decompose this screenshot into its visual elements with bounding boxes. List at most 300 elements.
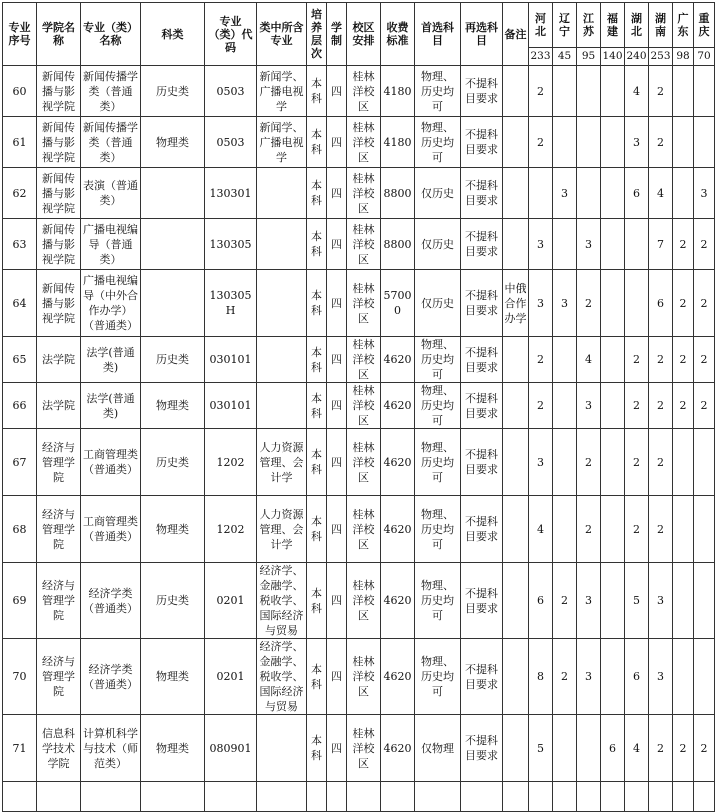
cell-note [503,639,529,715]
cell-contains: 新闻学、广播电视学 [257,66,307,117]
cell-quota-4 [625,782,649,812]
cell-quota-3 [601,270,625,337]
cell-quota-3 [601,782,625,812]
province-total: 233 [529,48,553,66]
cell-second: 不提科目要求 [461,639,503,715]
cell-fee: 4620 [381,337,415,383]
cell-major: 经济学类（普通类） [81,563,141,639]
cell-quota-7 [694,496,715,563]
cell-contains: 新闻学、广播电视学 [257,117,307,168]
cell-code: 0201 [205,563,257,639]
cell-seq: 68 [3,496,37,563]
cell-college: 法学院 [37,383,81,429]
table-header [3,3,715,66]
table-row [3,270,715,337]
cell-quota-2: 3 [577,219,601,270]
cell-quota-2 [577,117,601,168]
cell-quota-4 [625,270,649,337]
cell-note [503,383,529,429]
cell-quota-0: 2 [529,117,553,168]
cell-code: 030101 [205,383,257,429]
cell-campus [347,782,381,812]
cell-seq: 63 [3,219,37,270]
cell-seq: 60 [3,66,37,117]
cell-fee: 4620 [381,715,415,782]
cell-second: 不提科目要求 [461,337,503,383]
cell-college: 经济与管理学院 [37,639,81,715]
cell-subject [141,219,205,270]
cell-note [503,715,529,782]
cell-fee: 4180 [381,117,415,168]
cell-contains [257,383,307,429]
header-years: 学制 [327,3,347,66]
cell-first [415,782,461,812]
cell-level: 本科 [307,563,327,639]
header-fee: 收费标准 [381,3,415,66]
cell-quota-7 [694,429,715,496]
cell-code: 1202 [205,496,257,563]
cell-first: 物理、历史均可 [415,117,461,168]
cell-seq [3,782,37,812]
province-total: 253 [649,48,673,66]
cell-quota-1: 3 [553,168,577,219]
header-level: 培养层次 [307,3,327,66]
cell-quota-5: 7 [649,219,673,270]
cell-second: 不提科目要求 [461,496,503,563]
cell-college: 信息科学技术学院 [37,715,81,782]
cell-second [461,782,503,812]
cell-code: 0503 [205,66,257,117]
cell-code: 130305 [205,219,257,270]
cell-campus: 桂林洋校区 [347,496,381,563]
cell-quota-4: 6 [625,168,649,219]
cell-seq: 65 [3,337,37,383]
cell-quota-0 [529,168,553,219]
cell-quota-7: 2 [694,270,715,337]
cell-seq: 61 [3,117,37,168]
cell-quota-6: 2 [673,715,694,782]
cell-quota-3 [601,66,625,117]
cell-major: 广播电视编导（中外合作办学）（普通类） [81,270,141,337]
header-province: 福建 [601,3,625,48]
cell-level: 本科 [307,383,327,429]
cell-quota-7: 2 [694,383,715,429]
cell-quota-3 [601,117,625,168]
cell-fee: 4620 [381,563,415,639]
cell-first: 物理、历史均可 [415,639,461,715]
table-body [3,66,715,812]
header-subject: 科类 [141,3,205,66]
cell-quota-7: 2 [694,715,715,782]
cell-quota-1 [553,117,577,168]
cell-quota-4: 4 [625,66,649,117]
cell-contains [257,337,307,383]
cell-quota-6 [673,496,694,563]
cell-campus: 桂林洋校区 [347,270,381,337]
cell-second: 不提科目要求 [461,563,503,639]
cell-quota-2: 2 [577,429,601,496]
cell-campus: 桂林洋校区 [347,168,381,219]
cell-quota-5: 2 [649,715,673,782]
cell-second: 不提科目要求 [461,219,503,270]
cell-quota-6: 2 [673,383,694,429]
cell-college: 新闻传播与影视学院 [37,168,81,219]
cell-quota-5: 2 [649,117,673,168]
cell-quota-0: 2 [529,383,553,429]
cell-quota-2 [577,715,601,782]
table-row [3,563,715,639]
header-major: 专业（类）名称 [81,3,141,66]
cell-college: 新闻传播与影视学院 [37,66,81,117]
cell-quota-2: 3 [577,639,601,715]
cell-major: 法学(普通类) [81,337,141,383]
cell-note [503,782,529,812]
cell-quota-4: 4 [625,715,649,782]
cell-level: 本科 [307,168,327,219]
cell-level: 本科 [307,66,327,117]
cell-quota-1 [553,383,577,429]
enrollment-plan-table [2,2,715,812]
province-total: 45 [553,48,577,66]
cell-quota-2: 3 [577,383,601,429]
cell-contains [257,168,307,219]
province-total: 70 [694,48,715,66]
cell-quota-6 [673,66,694,117]
cell-quota-7: 2 [694,219,715,270]
table-row [3,429,715,496]
cell-contains [257,715,307,782]
cell-note [503,429,529,496]
cell-quota-5: 3 [649,639,673,715]
province-total: 140 [601,48,625,66]
province-total: 95 [577,48,601,66]
cell-level: 本科 [307,337,327,383]
cell-quota-3 [601,383,625,429]
cell-campus: 桂林洋校区 [347,563,381,639]
cell-level: 本科 [307,429,327,496]
header-province: 江苏 [577,3,601,48]
cell-level: 本科 [307,117,327,168]
cell-quota-0: 3 [529,219,553,270]
cell-years: 四 [327,429,347,496]
cell-years: 四 [327,496,347,563]
cell-campus: 桂林洋校区 [347,429,381,496]
cell-fee: 57000 [381,270,415,337]
cell-code: 030101 [205,337,257,383]
cell-major: 工商管理类（普通类） [81,429,141,496]
cell-quota-0: 3 [529,429,553,496]
cell-quota-0: 6 [529,563,553,639]
cell-quota-4: 2 [625,337,649,383]
cell-note [503,219,529,270]
cell-major: 经济学类（普通类） [81,639,141,715]
cell-college: 新闻传播与影视学院 [37,270,81,337]
cell-subject: 历史类 [141,337,205,383]
cell-quota-7 [694,563,715,639]
cell-subject: 历史类 [141,429,205,496]
cell-quota-1 [553,219,577,270]
cell-quota-0: 3 [529,270,553,337]
cell-quota-1: 2 [553,563,577,639]
cell-first: 物理、历史均可 [415,429,461,496]
header-campus: 校区安排 [347,3,381,66]
cell-second: 不提科目要求 [461,168,503,219]
cell-quota-7: 3 [694,168,715,219]
cell-fee: 4620 [381,639,415,715]
cell-quota-2: 2 [577,496,601,563]
cell-quota-0: 4 [529,496,553,563]
cell-quota-5: 3 [649,563,673,639]
cell-quota-6 [673,117,694,168]
cell-quota-4: 2 [625,383,649,429]
cell-years: 四 [327,168,347,219]
cell-major [81,782,141,812]
cell-quota-4: 3 [625,117,649,168]
cell-major: 法学(普通类) [81,383,141,429]
cell-subject [141,270,205,337]
cell-quota-1: 2 [553,639,577,715]
cell-subject: 物理类 [141,117,205,168]
cell-first: 仅历史 [415,168,461,219]
header-contains: 类中所含专业 [257,3,307,66]
cell-quota-7 [694,782,715,812]
cell-major: 广播电视编导（普通类） [81,219,141,270]
cell-college: 法学院 [37,337,81,383]
cell-second: 不提科目要求 [461,429,503,496]
cell-quota-1 [553,337,577,383]
cell-quota-5 [649,782,673,812]
cell-quota-6: 2 [673,337,694,383]
cell-campus: 桂林洋校区 [347,639,381,715]
cell-quota-5: 2 [649,496,673,563]
header-code: 专业（类）代码 [205,3,257,66]
cell-seq: 66 [3,383,37,429]
cell-note [503,496,529,563]
cell-campus: 桂林洋校区 [347,383,381,429]
table-row [3,715,715,782]
cell-college: 经济与管理学院 [37,429,81,496]
table-row [3,496,715,563]
cell-quota-3: 6 [601,715,625,782]
cell-quota-2: 4 [577,337,601,383]
cell-first: 物理、历史均可 [415,66,461,117]
cell-seq: 67 [3,429,37,496]
cell-quota-5: 4 [649,168,673,219]
cell-code: 130305H [205,270,257,337]
cell-quota-5: 6 [649,270,673,337]
cell-major: 新闻传播学类（普通类） [81,117,141,168]
cell-fee: 8800 [381,168,415,219]
cell-code: 080901 [205,715,257,782]
header-province: 辽宁 [553,3,577,48]
cell-major: 工商管理类（普通类） [81,496,141,563]
cell-quota-3 [601,337,625,383]
cell-years: 四 [327,337,347,383]
header-province: 广东 [673,3,694,48]
table-row [3,639,715,715]
cell-quota-6: 2 [673,219,694,270]
cell-level: 本科 [307,219,327,270]
cell-note: 中俄合作办学 [503,270,529,337]
cell-quota-3 [601,496,625,563]
cell-quota-0: 8 [529,639,553,715]
header-first-subject: 首选科目 [415,3,461,66]
cell-note [503,66,529,117]
cell-note [503,117,529,168]
cell-level: 本科 [307,639,327,715]
cell-seq: 71 [3,715,37,782]
header-province: 湖南 [649,3,673,48]
cell-first: 仅物理 [415,715,461,782]
cell-subject: 物理类 [141,715,205,782]
cell-code: 130301 [205,168,257,219]
cell-second: 不提科目要求 [461,270,503,337]
cell-years: 四 [327,219,347,270]
cell-quota-1 [553,715,577,782]
cell-quota-4: 2 [625,429,649,496]
cell-first: 物理、历史均可 [415,337,461,383]
cell-years: 四 [327,563,347,639]
cell-first: 物理、历史均可 [415,383,461,429]
cell-contains [257,782,307,812]
cell-quota-7: 2 [694,337,715,383]
cell-quota-5: 2 [649,66,673,117]
cell-quota-3 [601,563,625,639]
table-row [3,782,715,812]
cell-subject [141,168,205,219]
cell-quota-6 [673,782,694,812]
cell-contains: 人力资源管理、会计学 [257,496,307,563]
cell-college: 经济与管理学院 [37,563,81,639]
cell-quota-0: 2 [529,337,553,383]
cell-code: 1202 [205,429,257,496]
cell-quota-2: 2 [577,270,601,337]
cell-quota-4: 2 [625,496,649,563]
cell-years: 四 [327,383,347,429]
cell-years: 四 [327,117,347,168]
header-second-subject: 再选科目 [461,3,503,66]
cell-college: 经济与管理学院 [37,496,81,563]
cell-note [503,168,529,219]
table-row [3,66,715,117]
cell-quota-1: 3 [553,270,577,337]
cell-contains: 人力资源管理、会计学 [257,429,307,496]
cell-quota-7 [694,639,715,715]
cell-second: 不提科目要求 [461,383,503,429]
cell-second: 不提科目要求 [461,715,503,782]
cell-campus: 桂林洋校区 [347,117,381,168]
cell-quota-5: 2 [649,337,673,383]
cell-first: 物理、历史均可 [415,496,461,563]
cell-contains: 经济学、金融学、税收学、国际经济与贸易 [257,563,307,639]
cell-quota-2 [577,168,601,219]
cell-quota-3 [601,219,625,270]
cell-first: 仅历史 [415,270,461,337]
cell-subject: 历史类 [141,563,205,639]
cell-years [327,782,347,812]
cell-college: 新闻传播与影视学院 [37,219,81,270]
cell-fee [381,782,415,812]
cell-quota-0: 2 [529,66,553,117]
cell-quota-0: 5 [529,715,553,782]
cell-subject: 物理类 [141,496,205,563]
cell-years: 四 [327,639,347,715]
cell-quota-5: 2 [649,429,673,496]
cell-fee: 4180 [381,66,415,117]
cell-quota-6 [673,563,694,639]
cell-quota-3 [601,429,625,496]
cell-quota-6: 2 [673,270,694,337]
cell-campus: 桂林洋校区 [347,337,381,383]
cell-quota-2 [577,66,601,117]
cell-major: 表演（普通类） [81,168,141,219]
table-row [3,337,715,383]
cell-quota-6 [673,639,694,715]
cell-contains: 经济学、金融学、税收学、国际经济与贸易 [257,639,307,715]
cell-quota-0 [529,782,553,812]
cell-campus: 桂林洋校区 [347,219,381,270]
cell-college: 新闻传播与影视学院 [37,117,81,168]
table-row [3,117,715,168]
province-total: 240 [625,48,649,66]
cell-second: 不提科目要求 [461,117,503,168]
cell-campus: 桂林洋校区 [347,66,381,117]
table-row [3,168,715,219]
cell-quota-1 [553,496,577,563]
cell-second: 不提科目要求 [461,66,503,117]
cell-seq: 64 [3,270,37,337]
cell-major: 新闻传播学类（普通类） [81,66,141,117]
cell-quota-4: 5 [625,563,649,639]
cell-first: 物理、历史均可 [415,563,461,639]
cell-first: 仅历史 [415,219,461,270]
cell-note [503,337,529,383]
header-note: 备注 [503,3,529,66]
cell-level: 本科 [307,270,327,337]
cell-subject: 物理类 [141,639,205,715]
cell-level [307,782,327,812]
cell-fee: 4620 [381,429,415,496]
cell-subject: 历史类 [141,66,205,117]
header-province: 重庆 [694,3,715,48]
cell-seq: 69 [3,563,37,639]
cell-level: 本科 [307,496,327,563]
cell-quota-2 [577,782,601,812]
cell-quota-3 [601,168,625,219]
cell-quota-6 [673,168,694,219]
cell-contains [257,219,307,270]
cell-subject [141,782,205,812]
table-row [3,219,715,270]
header-province: 湖北 [625,3,649,48]
header-seq: 专业序号 [3,3,37,66]
cell-college [37,782,81,812]
cell-quota-7 [694,117,715,168]
cell-quota-1 [553,429,577,496]
cell-quota-4: 6 [625,639,649,715]
cell-quota-3 [601,639,625,715]
cell-years: 四 [327,715,347,782]
cell-quota-5: 2 [649,383,673,429]
cell-quota-2: 3 [577,563,601,639]
cell-contains [257,270,307,337]
cell-fee: 8800 [381,219,415,270]
cell-seq: 70 [3,639,37,715]
cell-years: 四 [327,66,347,117]
table-row [3,383,715,429]
cell-fee: 4620 [381,496,415,563]
cell-quota-7 [694,66,715,117]
